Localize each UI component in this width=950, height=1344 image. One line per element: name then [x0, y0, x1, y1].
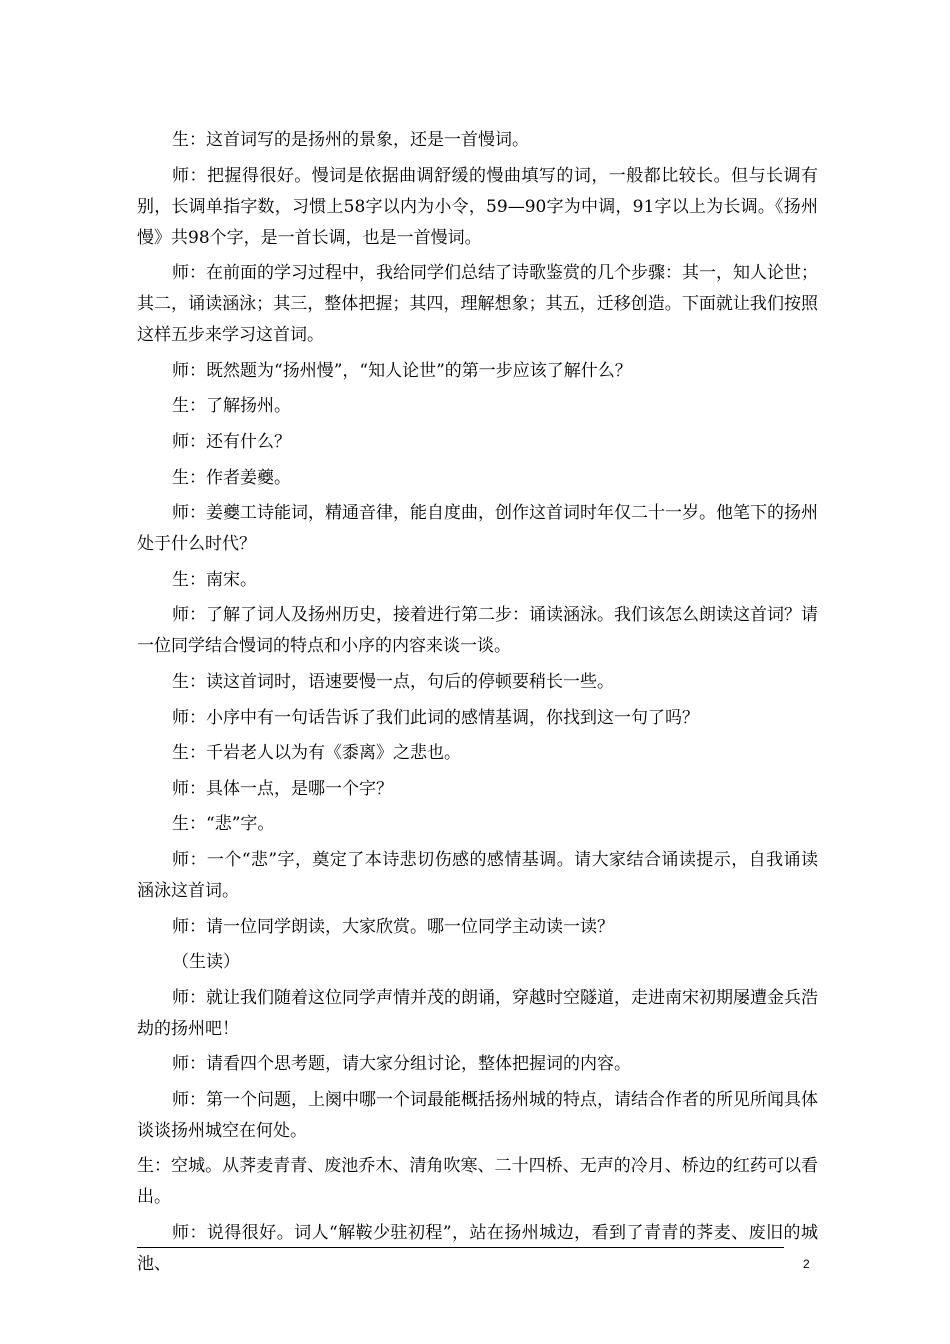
page-number: 2: [803, 1257, 810, 1271]
paragraph-7: 生：作者姜夔。: [172, 467, 291, 488]
paragraph-11: 生：读这首词时，语速要慢一点，句后的停顿要稍长一些。: [172, 671, 614, 692]
paragraph-21: 师：第一个问题，上阕中哪一个词最能概括扬州城的特点，请结合作者的所见所闻具体谈谈扬州城空在何处。: [137, 1089, 818, 1141]
paragraph-16: 师：一个“悲”字，奠定了本诗悲切伤感的感情基调。请大家结合诵读提示，自我诵读涵泳这首词。: [137, 849, 818, 901]
paragraph-10: 师：了解了词人及扬州历史，接着进行第二步：诵读涵泳。我们该怎么朗读这首词？请一位同学结合慢词的特点和小序的内容来谈一谈。: [137, 605, 818, 657]
paragraph-3: 师：在前面的学习过程中，我给同学们总结了诗歌鉴赏的几个步骤：其一，知人论世；其二，诵读涵泳；其三，整体把握；其四，理解想象；其五，迁移创造。下面就让我们按照这样五步来学习这首词。: [137, 263, 818, 346]
paragraph-6: 师：还有什么？: [172, 431, 291, 452]
paragraph-17: 师：请一位同学朗读，大家欣赏。哪一位同学主动读一读？: [172, 916, 614, 937]
paragraph-9: 生：南宋。: [172, 569, 257, 590]
paragraph-1: 生：这首词写的是扬州的景象，还是一首慢词。: [172, 130, 529, 150]
paragraph-8: 师：姜夔工诗能词，精通音律，能自度曲，创作这首词时年仅二十一岁。他笔下的扬州处于什么时代？: [137, 503, 818, 555]
document-body: [137, 125, 818, 1285]
paragraph-23: 师：说得很好。词人“解鞍少驻初程”，站在扬州城边，看到了青青的荠麦、废旧的城池、: [137, 1223, 818, 1275]
paragraph-19: 师：就让我们随着这位同学声情并茂的朗诵，穿越时空隧道，走进南宋初期屡遭金兵浩劫的扬州吧！: [137, 987, 818, 1039]
paragraph-14: 师：具体一点，是哪一个字？: [172, 778, 393, 799]
paragraph-12: 师：小序中有一句话告诉了我们此词的感情基调，你找到这一句了吗？: [172, 707, 699, 728]
paragraph-15: 生：“悲”字。: [172, 814, 275, 835]
paragraph-18: （生读）: [172, 952, 240, 973]
paragraph-13: 生：千岩老人以为有《黍离》之悲也。: [172, 743, 461, 764]
paragraph-4: 师：既然题为“扬州慢”，“知人论世”的第一步应该了解什么？: [172, 360, 632, 381]
paragraph-20: 师：请看四个思考题，请大家分组讨论，整体把握词的内容。: [172, 1054, 631, 1075]
footer-divider: [137, 1247, 784, 1248]
paragraph-5: 生：了解扬州。: [172, 396, 291, 417]
paragraph-22: 生：空城。从荠麦青青、废池乔木、清角吹寒、二十四桥、无声的冷月、桥边的红药可以看出。: [137, 1156, 818, 1208]
paragraph-2: 师：把握得很好。慢词是依据曲调舒缓的慢曲填写的词，一般都比较长。但与长调有别，长调单指字数，习惯上58字以内为小令，59—90字为中调，91字以上为长调。《扬州慢》共98个字，是一首长调，也是一首慢词。: [137, 165, 818, 248]
